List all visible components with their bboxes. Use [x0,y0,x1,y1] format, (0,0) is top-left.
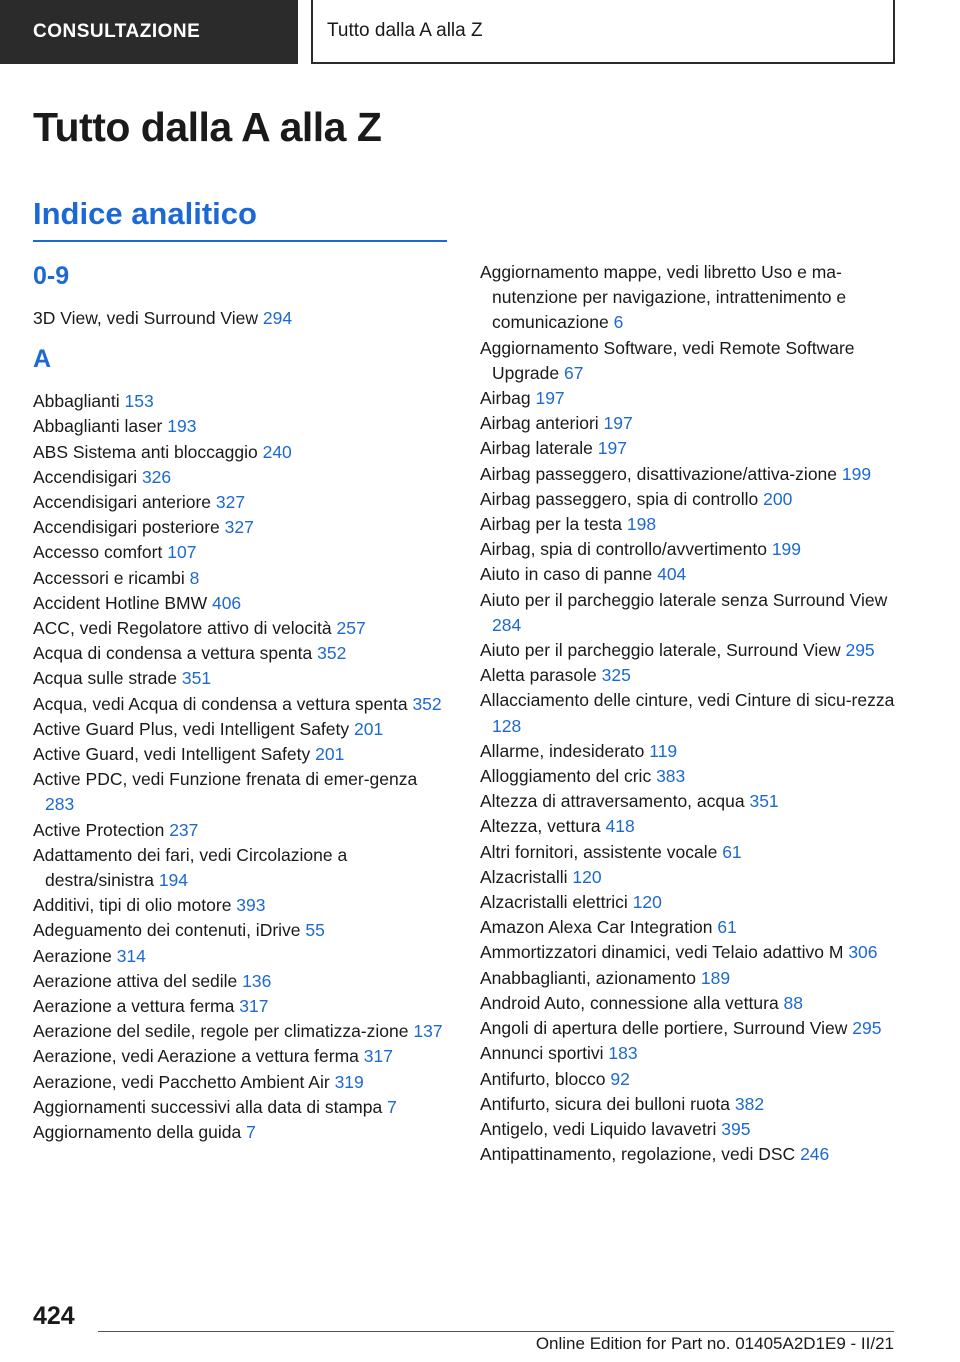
index-entry-page-link[interactable]: 294 [262,308,293,328]
index-entry-page-link[interactable]: 317 [239,996,269,1017]
index-entry-text: Aiuto in caso di panne [480,564,653,585]
header-section-label: Tutto dalla A alla Z [327,20,483,41]
index-entry [33,616,448,641]
index-entry [33,1019,448,1044]
index-entry-text: Accesso comfort [33,542,163,563]
index-entry-text: Accident Hotline BMW [33,592,208,613]
index-entry-page-link[interactable]: 137 [413,1021,443,1042]
index-entry-text: Aerazione [33,945,112,966]
index-entry [33,843,448,893]
index-entry-page-link[interactable]: 55 [305,920,325,941]
index-entry [33,515,448,540]
index-entry-text: Acqua sulle strade [33,668,177,689]
index-entry [480,336,900,386]
index-entry-page-link[interactable]: 317 [363,1046,393,1067]
index-entry [480,865,900,890]
index-entry [480,260,900,336]
index-entry-page-link[interactable]: 237 [169,819,199,840]
index-entry-page-link[interactable]: 306 [848,942,878,963]
index-entry-text: Aiuto per il parcheggio laterale, Surround View [480,640,841,661]
index-entry [33,641,448,666]
index-entry [480,688,900,738]
footer-divider [98,1331,894,1332]
index-entry-text: Airbag laterale [480,438,593,459]
index-entry-page-link[interactable]: 197 [597,438,627,459]
index-entry-text: Annunci sportivi [480,1043,604,1064]
index-entry-page-link[interactable]: 382 [734,1093,765,1114]
index-entry [480,562,900,587]
index-entry-text: Aerazione attiva del sedile [33,970,238,991]
index-entry-page-link[interactable]: 325 [601,665,631,686]
index-entry [33,918,448,943]
index-entry-page-link[interactable]: 199 [841,463,872,484]
index-entry [480,1016,900,1041]
header-bar [0,0,960,66]
index-entry-page-link[interactable]: 88 [783,992,804,1013]
header-section-tab[interactable] [311,0,895,64]
footer-edition-text: Online Edition for Part no. 01405A2D1E9 - II/21 [535,1334,894,1353]
index-entry [33,994,448,1019]
index-entry [33,591,448,616]
index-entry-text: Accendisigari [33,466,138,487]
index-entry [480,512,900,537]
index-entry-page-link[interactable]: 246 [800,1144,830,1165]
index-entry [33,465,448,490]
index-entry-page-link[interactable]: 284 [492,614,522,635]
header-tab-consultazione[interactable] [0,0,298,64]
index-entry-text: Amazon Alexa Car Integration [480,917,713,938]
index-entry-page-link[interactable]: 197 [535,388,565,409]
index-entry-text: 3D View, vedi Surround View [33,308,259,328]
header-tab-label: CONSULTAZIONE [33,21,201,42]
index-entry [33,1095,448,1120]
index-entry-text: Aletta parasole [480,665,597,686]
index-entry-text: Android Auto, connessione alla vettura [480,992,779,1013]
index-entry-page-link[interactable]: 327 [215,492,246,513]
index-entry-page-link[interactable]: 136 [242,970,272,991]
index-entry-text: Active PDC, vedi Funzione frenata di emer-genza [33,769,418,790]
index-entry-text: Airbag, spia di controllo/avvertimento [480,539,767,560]
index-entry-page-link[interactable]: 199 [771,539,802,560]
index-entry-page-link[interactable]: 193 [167,416,197,437]
index-entry-text: Antigelo, vedi Liquido lavavetri [480,1118,717,1139]
index-entry-page-link[interactable]: 395 [721,1118,751,1139]
index-entry-text: Alzacristalli elettrici [480,892,628,913]
index-entry [480,638,900,663]
index-entry-text: Additivi, tipi di olio motore [33,895,232,916]
index-entry-text: Altri fornitori, assistente vocale [480,841,718,862]
index-entry [480,940,900,965]
index-entry-text: Airbag passeggero, spia di controllo [480,488,759,509]
index-entry [33,1044,448,1069]
index-entry-text: Aggiornamento della guida [33,1122,242,1143]
index-entry-page-link[interactable]: 283 [45,794,75,815]
index-entry [33,742,448,767]
index-entry-page-link[interactable]: 197 [603,413,633,434]
index-entry [33,666,448,691]
index-entry-text: Allarme, indesiderato [480,740,645,761]
index-entry-page-link[interactable]: 351 [749,791,779,812]
index-entry-text: Aggiornamento mappe, vedi libretto Uso e ma-nutenzione per navigazione, intrattenimento e comunicazione [480,262,847,333]
index-entry-page-link[interactable]: 200 [763,488,793,509]
index-column-right [480,260,900,1167]
index-entry-text: Antipattinamento, regolazione, vedi DSC [480,1144,796,1165]
index-entry-text: Abbaglianti [33,391,120,412]
index-entry-page-link[interactable]: 295 [845,640,875,661]
index-entry-text: ACC, vedi Regolatore attivo di velocità [33,618,332,639]
index-entry [33,969,448,994]
index-entry-text: Airbag anteriori [480,413,599,434]
index-entry-text: Active Guard Plus, vedi Intelligent Safety [33,718,350,739]
index-entry-text: Angoli di apertura delle portiere, Surround View [480,1018,848,1039]
index-entry-text: Adattamento dei fari, vedi Circolazione a destra/sinistra [33,844,348,891]
index-entry [480,436,900,461]
index-entry-page-link[interactable]: 67 [564,362,584,383]
index-entry-page-link[interactable]: 406 [211,592,242,613]
index-entry [480,840,900,865]
index-entry-text: Altezza, vettura [480,816,601,837]
index-entry-text: Ammortizzatori dinamici, vedi Telaio adattivo M [480,942,844,963]
index-group-heading: 0-9 [33,262,70,290]
index-entry-page-link[interactable]: 326 [141,466,172,487]
index-entry-text: Aerazione, vedi Pacchetto Ambient Air [33,1071,330,1092]
index-entry-text: Acqua di condensa a vettura spenta [33,643,313,664]
index-entry-text: Aggiornamenti successivi alla data di stampa [33,1096,383,1117]
index-entry-page-link[interactable]: 92 [610,1068,630,1089]
index-entry-page-link[interactable]: 257 [336,618,366,639]
index-entry-text: Airbag passeggero, disattivazione/attiva-zione [480,463,838,484]
index-entry-text: Anabbaglianti, azionamento [480,967,696,988]
index-entry [33,692,448,717]
index-entry-text: Antifurto, blocco [480,1068,606,1089]
index-entry-text: Active Guard, vedi Intelligent Safety [33,744,311,765]
index-entry-page-link[interactable]: 194 [158,870,189,891]
index-entry-page-link[interactable]: 393 [236,895,266,916]
index-entry-page-link[interactable]: 183 [608,1043,638,1064]
index-entry [480,588,900,638]
index-entry-page-link[interactable]: 61 [717,917,737,938]
index-entry-text: Allacciamento delle cinture, vedi Cinture di sicu-rezza [480,690,895,711]
index-entry-text: Aiuto per il parcheggio laterale senza Surround View [480,589,888,610]
index-entry [33,540,448,565]
index-entry [480,789,900,814]
index-entry-page-link[interactable]: 189 [700,967,731,988]
index-entry [480,487,900,512]
index-entry-text: ABS Sistema anti bloccaggio [33,441,258,462]
index-entry [480,1142,900,1167]
index-entry [480,890,900,915]
index-entry-page-link[interactable]: 240 [262,441,292,462]
index-entry [480,386,900,411]
index-entry [480,764,900,789]
index-entry [480,1041,900,1066]
index-entry-page-link[interactable]: 119 [649,740,678,761]
index-entry-page-link[interactable]: 383 [656,766,686,787]
index-entry [480,663,900,688]
index-entry [480,739,900,764]
index-entry-text: Alloggiamento del cric [480,766,652,787]
index-entry-text: Accendisigari posteriore [33,517,220,538]
index-entry-page-link[interactable]: 404 [657,564,687,585]
index-entry-page-link[interactable]: 120 [572,866,602,887]
index-entry-text: Accessori e ricambi [33,567,185,588]
index-entry-page-link[interactable]: 7 [246,1122,256,1143]
index-entry-page-link[interactable]: 314 [116,945,146,966]
index-entry-page-link[interactable]: 7 [387,1096,397,1117]
index-entry [480,991,900,1016]
index-entry-page-link[interactable]: 418 [605,816,635,837]
index-entry-page-link[interactable]: 352 [412,693,442,714]
index-entry-text: Aggiornamento Software, vedi Remote Software Upgrade [480,337,855,383]
index-entry-page-link[interactable]: 351 [181,668,212,689]
index-entry-text: Altezza di attraversamento, acqua [480,791,745,812]
index-entry-page-link[interactable]: 201 [315,744,345,765]
section-title: Indice analitico [33,196,257,231]
index-entry [33,944,448,969]
index-entry [480,915,900,940]
index-entry [33,306,448,331]
index-entry [33,717,448,742]
index-entry-page-link[interactable]: 128 [492,715,522,736]
index-entry-text: Active Protection [33,819,165,840]
index-entry-page-link[interactable]: 8 [189,567,200,588]
index-entry-text: Accendisigari anteriore [33,492,212,513]
index-entry-text: Airbag [480,388,531,409]
index-entry-page-link[interactable]: 327 [224,517,254,538]
index-entry-page-link[interactable]: 201 [354,718,384,739]
index-entry [33,818,448,843]
index-entry [33,566,448,591]
index-entry [480,1117,900,1142]
page-title: Tutto dalla A alla Z [33,104,382,150]
index-entry [480,1092,900,1117]
index-entry [33,414,448,439]
index-entry-text: Airbag per la testa [480,514,623,535]
index-entry [480,966,900,991]
index-entry [33,1070,448,1095]
index-entry-text: Aerazione del sedile, regole per climatizza-zione [33,1021,409,1042]
index-entry-text: Abbaglianti laser [33,416,163,437]
index-entry-page-link[interactable]: 198 [626,514,657,535]
index-entry-page-link[interactable]: 120 [632,892,662,913]
index-entry [33,1120,448,1145]
index-entry [480,537,900,562]
index-entry [480,411,900,436]
index-entry-page-link[interactable]: 295 [852,1018,882,1039]
page-number: 424 [33,1302,75,1330]
index-entry [480,814,900,839]
index-entry-text: Antifurto, sicura dei bulloni ruota [480,1093,730,1114]
index-entry [33,490,448,515]
index-entry-text: Adeguamento dei contenuti, iDrive [33,920,301,941]
index-entry [33,389,448,414]
index-entry [33,440,448,465]
index-entry-page-link[interactable]: 319 [334,1071,364,1092]
index-entry-text: Acqua, vedi Acqua di condensa a vettura spenta [33,693,408,714]
index-entry-text: Aerazione, vedi Aerazione a vettura ferma [33,1046,359,1067]
index-entry-page-link[interactable]: 153 [124,391,154,412]
index-entry [33,893,448,918]
index-entry [480,462,900,487]
section-divider [33,240,447,242]
index-column-left [33,258,448,1145]
index-entry-page-link[interactable]: 107 [167,542,197,563]
index-entry [480,1067,900,1092]
index-group-heading: A [33,345,52,374]
index-entry-page-link[interactable]: 61 [722,841,742,862]
index-entry-text: Alzacristalli [480,866,568,887]
index-entry-text: Aerazione a vettura ferma [33,996,235,1017]
index-entry-page-link[interactable]: 6 [613,312,624,333]
index-entry-page-link[interactable]: 352 [317,643,347,664]
index-entry [33,767,448,817]
